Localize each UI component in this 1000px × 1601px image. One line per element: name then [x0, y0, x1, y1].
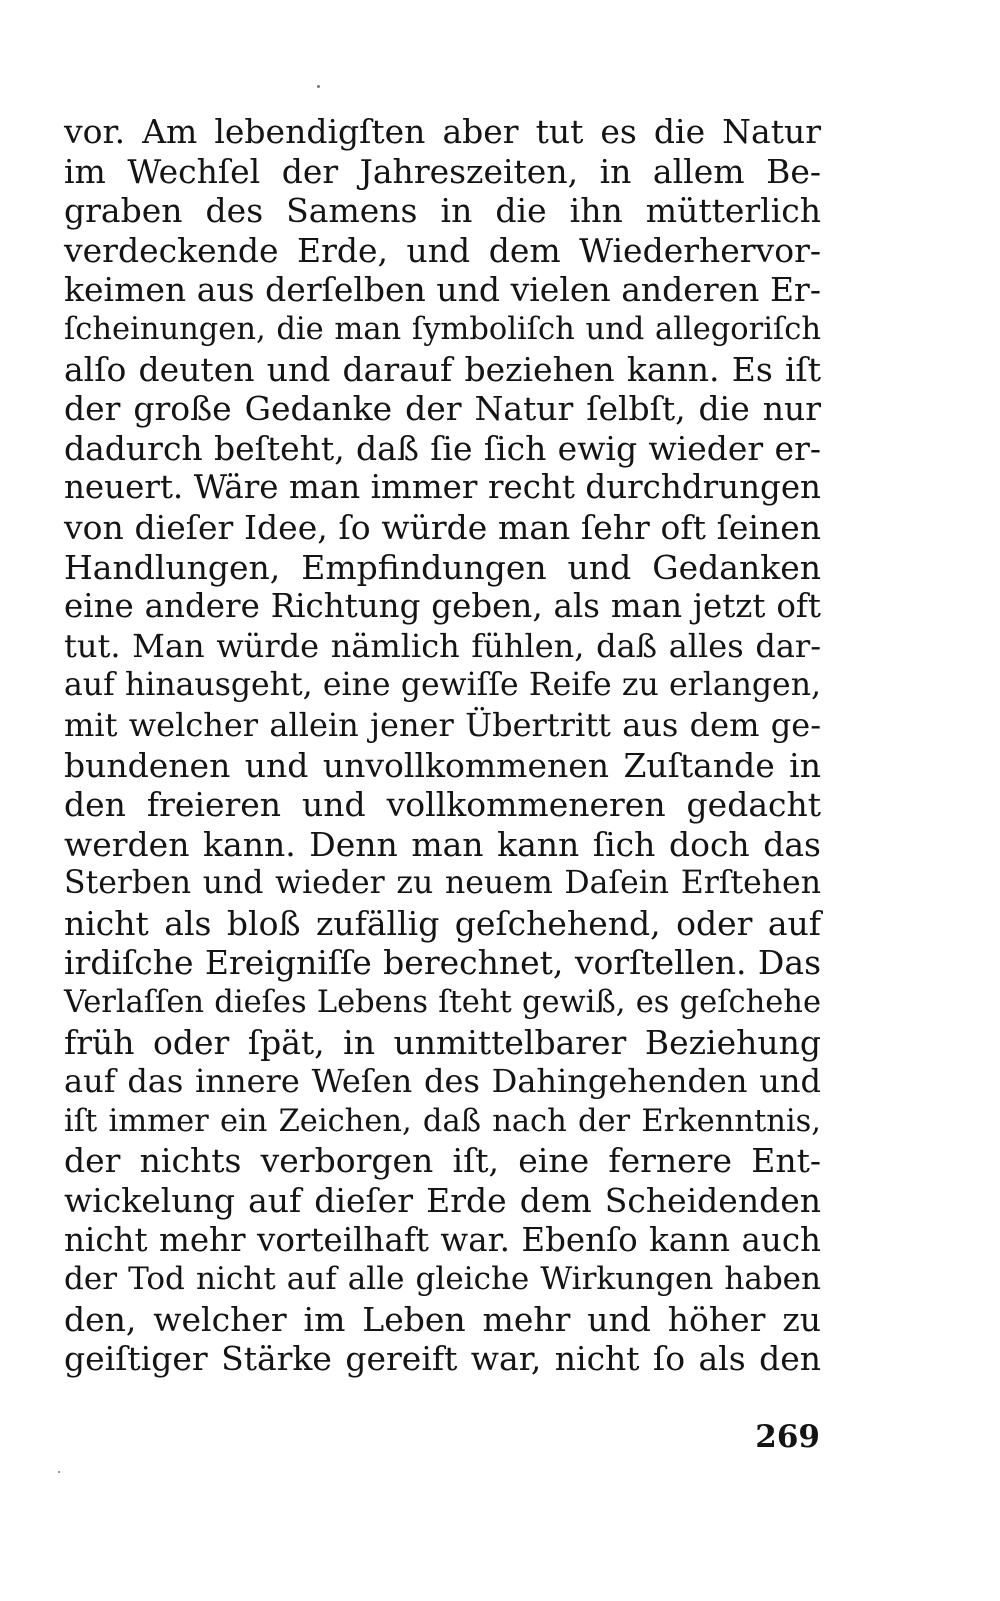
text-line: neuert. Wäre man immer recht durchdrungen: [64, 468, 821, 507]
text-line: graben des Samens in die ihn mütterlich: [64, 191, 821, 231]
text-line: wickelung auf dieſer Erde dem Scheidenden: [64, 1181, 821, 1221]
text-line: werden kann. Denn man kann ſich doch das: [64, 824, 821, 864]
text-line: tut. Man würde nämlich fühlen, daß alles dar-: [64, 626, 821, 665]
text-line: keimen aus derſelben und vielen anderen Er-: [64, 270, 821, 310]
text-line: iſt immer ein Zeichen, daß nach der Erkenntnis,: [64, 1103, 821, 1139]
text-line: irdiſche Ereigniſſe berechnet, vorſtellen. Das: [64, 943, 821, 983]
text-line: eine andere Richtung geben, als man jetzt oft: [64, 587, 821, 626]
text-line: ſcheinungen, die man ſymboliſch und allegoriſch: [64, 311, 821, 347]
text-line: verdeckende Erde, und dem Wiederhervor-: [64, 230, 821, 270]
text-line: Sterben und wieder zu neuem Daſein Erſtehen: [64, 865, 821, 902]
text-line: nicht als bloß zufällig geſchehend, oder auf: [64, 903, 821, 943]
text-line: der Tod nicht auf alle gleiche Wirkungen haben: [64, 1261, 821, 1298]
text-line: nicht mehr vorteilhaft war. Ebenſo kann auch: [64, 1220, 821, 1259]
text-line: von dieſer Idee, ſo würde man ſehr oft ſeinen: [64, 507, 821, 547]
text-line: Handlungen, Empfindungen und Gedanken: [64, 547, 821, 587]
text-line: früh oder ſpät, in unmittelbarer Beziehung: [64, 1022, 821, 1062]
text-line: im Wechſel der Jahreszeiten, in allem Be-: [64, 151, 821, 191]
body-text: [64, 112, 821, 1379]
text-line: mit welcher allein jener Übertritt aus dem ge-: [64, 705, 821, 744]
text-line: der große Gedanke der Natur ſelbſt, die nur: [64, 389, 821, 429]
page-number: 269: [755, 1419, 820, 1455]
text-line: den, welcher im Leben mehr und höher zu: [64, 1299, 821, 1339]
text-line: alſo deuten und darauf beziehen kann. Es iſt: [64, 349, 821, 389]
print-speck: [317, 85, 320, 88]
text-line: geiſtiger Stärke gereift war, nicht ſo als den: [64, 1339, 821, 1379]
text-line: dadurch beſteht, daß ſie ſich ewig wieder er-: [64, 428, 821, 468]
print-speck: [58, 1471, 60, 1473]
text-line: auf hinausgeht, eine gewiſſe Reife zu erlangen,: [64, 667, 821, 704]
text-line: der nichts verborgen iſt, eine fernere Ent-: [64, 1141, 821, 1181]
text-line: den freieren und vollkommeneren gedacht: [64, 785, 821, 825]
text-line: vor. Am lebendigſten aber tut es die Natur: [64, 112, 821, 151]
text-line: auf das innere Weſen des Dahingehenden und: [64, 1062, 821, 1101]
text-line: Verlaſſen dieſes Lebens ſteht gewiß, es geſchehe: [64, 985, 821, 1021]
text-line: bundenen und unvollkommenen Zuſtande in: [64, 745, 821, 785]
